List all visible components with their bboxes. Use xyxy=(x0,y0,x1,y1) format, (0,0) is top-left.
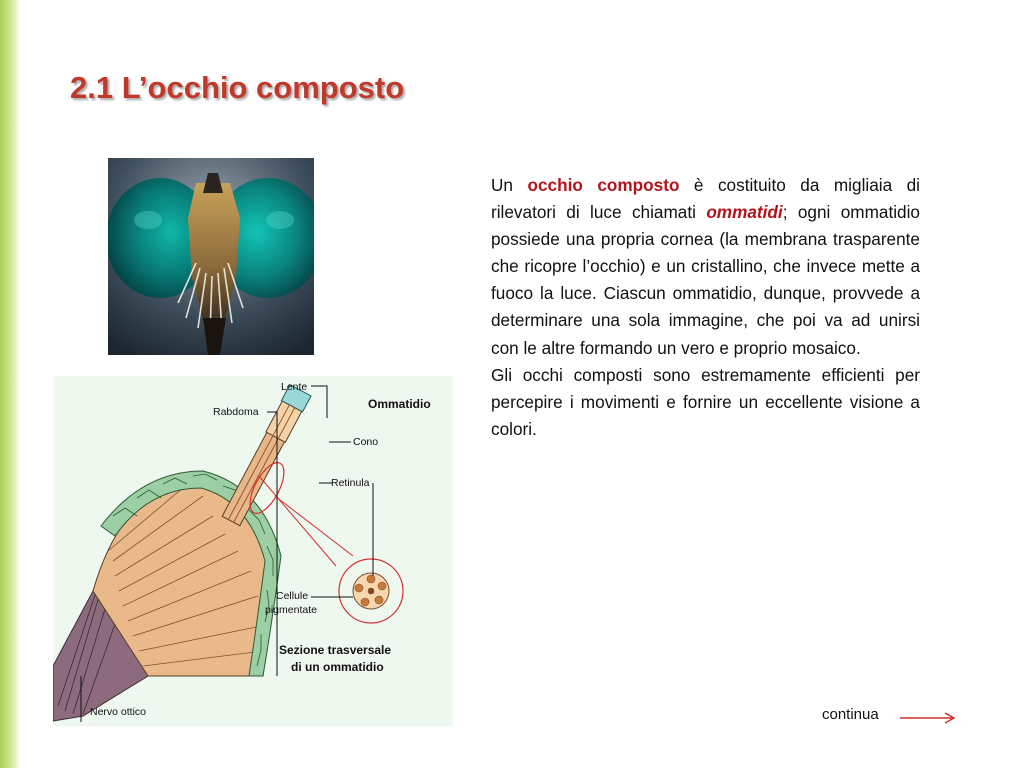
term-occhio-composto: occhio composto xyxy=(527,175,680,195)
label-cellule-2: pigmentate xyxy=(265,604,317,616)
label-cellule-1: Cellule xyxy=(276,590,309,602)
label-lente: Lente xyxy=(281,381,308,393)
label-retinula: Retinula xyxy=(331,477,370,489)
left-accent-bar xyxy=(0,0,20,768)
paragraph-2: Gli occhi composti sono estremamente efficienti per percepire i movimenti e fornire un eccellente visione a colori. xyxy=(491,364,920,439)
label-sezione-2: di un ommatidio xyxy=(291,660,384,674)
slide-title: 2.1 L’occhio composto xyxy=(70,70,405,105)
continue-label[interactable]: continua xyxy=(822,706,879,723)
label-nervo-ottico: Nervo ottico xyxy=(90,706,147,718)
diagram-title: Ommatidio xyxy=(368,397,431,411)
paragraph-1: Un occhio composto è costituito da migliaia di rilevatori di luce chiamati ommatidi; ogni ommatidio possiede una propria cornea (la membrana trasparente che ricopre l’occhio) e un cristallino, che invece mette a fuoco la luce. Ciascun ommatidio, dunque, provvede a determinare una sola immagine, che poi va ad unirsi con le altre formando un vero e proprio mosaico. xyxy=(491,175,920,358)
term-ommatidi: ommatidi xyxy=(706,202,783,223)
label-sezione-1: Sezione trasversale xyxy=(279,643,392,657)
slide-body-text xyxy=(491,172,920,443)
label-cono: Cono xyxy=(353,436,379,448)
label-rabdoma: Rabdoma xyxy=(213,406,259,418)
compound-eye-photo xyxy=(108,158,314,355)
ommatidium-diagram xyxy=(53,376,453,726)
continue-arrow-icon[interactable] xyxy=(898,710,958,726)
